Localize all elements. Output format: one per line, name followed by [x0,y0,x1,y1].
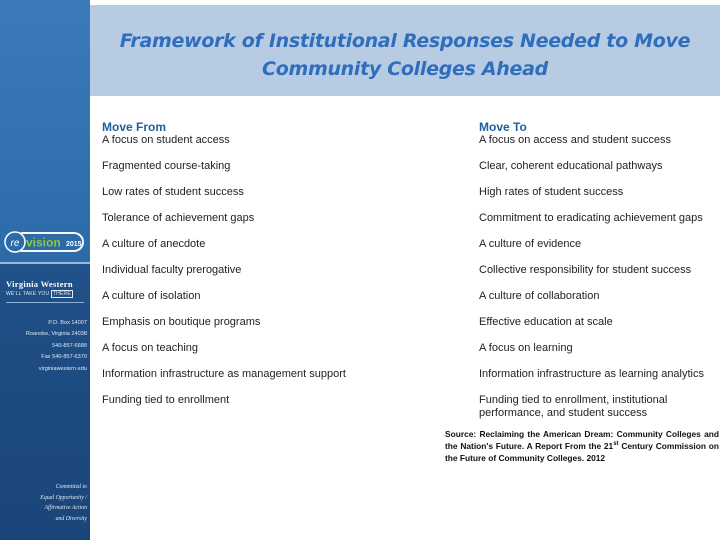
list-item: A culture of anecdote [102,238,206,250]
list-item: A focus on access and student success [479,134,672,146]
list-item: Funding tied to enrollment [102,394,230,406]
eeo-line: and Diversity [55,515,87,522]
sidebar-top-panel [0,0,90,262]
move-from-list [102,134,462,420]
list-item: Individual faculty prerogative [102,264,242,276]
college-tagline [6,291,88,297]
address-phone: 540-857-6688 [52,342,87,349]
college-name-rule [6,302,84,303]
source-text-end: Century Commission on the Future of Community Colleges. 2012 [445,441,719,463]
list-item: Low rates of student success [102,186,244,198]
address-po-box: P.O. Box 14007 [48,320,87,326]
address-website: virginiawestern.edu [38,365,87,372]
list-item: Emphasis on boutique programs [102,316,261,328]
logo-year: 2015 [66,241,82,248]
source-text: Source: Reclaiming the American Dream: Community Colleges and the Nation's Future. A Report From the 21 [445,429,719,451]
source-citation [445,428,719,464]
list-item: A focus on student access [102,134,230,146]
list-item: Fragmented course-taking [102,160,231,172]
list-item: Information infrastructure as learning analytics [479,368,704,380]
list-item: A culture of isolation [102,290,201,302]
eeo-line: Affirmative Action [44,505,87,511]
move-to-list [479,134,719,420]
list-item: Funding tied to enrollment, institutional performance, and student success [479,394,668,419]
list-item: A focus on teaching [102,342,199,354]
address-fax: Fax 540-857-6370 [41,354,87,361]
list-item: Collective responsibility for student success [479,264,692,276]
sidebar [0,0,90,540]
list-item: Tolerance of achievement gaps [102,212,255,224]
list-item: A culture of collaboration [479,290,600,302]
list-item: Information infrastructure as management support [102,368,346,380]
move-to-column [479,121,719,420]
logo-prefix: re [10,238,20,249]
move-to-heading: Move To [479,120,527,134]
source-superscript: st [613,441,619,448]
address-city: Roanoke, Virginia 24038 [25,331,87,338]
eeo-line: Equal Opportunity / [40,494,87,501]
tagline-boxed-word: THERE [52,291,71,297]
slide-title: Framework of Institutional Responses Needed to Move Community Colleges Ahead [119,30,691,80]
address-block [1,318,87,375]
list-item: Clear, coherent educational pathways [479,160,663,172]
list-item: High rates of student success [479,186,624,198]
eeo-line: Committed to [55,484,87,490]
logo-main: vision [26,235,61,250]
list-item: Commitment to eradicating achievement gaps [479,212,703,224]
title-band [90,5,720,96]
college-name: Virginia Western [6,279,73,289]
list-item: A focus on learning [479,342,573,354]
move-from-heading: Move From [102,120,167,134]
tagline-text: WE'LL TAKE YOU [6,291,50,297]
list-item: Effective education at scale [479,316,613,328]
move-from-column [102,121,462,420]
revision-2015-logo [4,228,86,256]
list-item: A culture of evidence [479,238,582,250]
eeo-statement [1,482,87,524]
sidebar-divider [0,262,90,264]
